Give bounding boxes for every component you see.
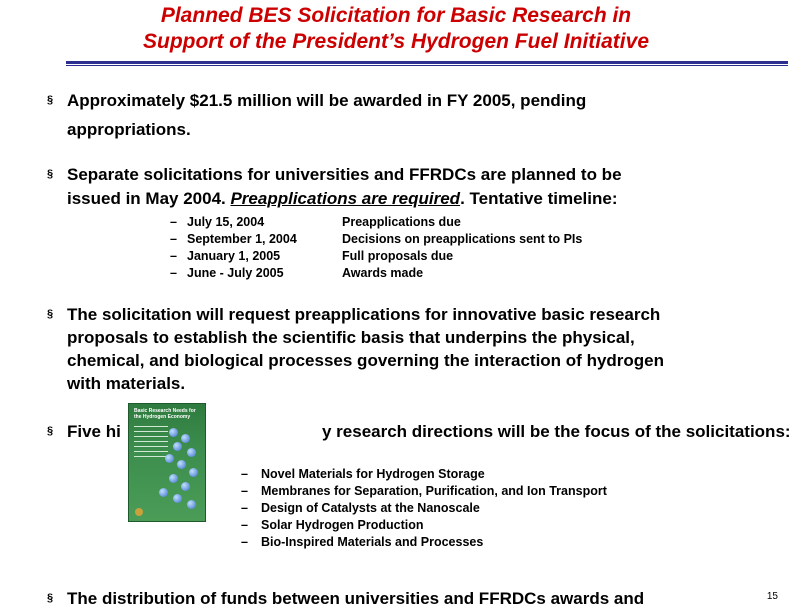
direction-item: – Bio-Inspired Materials and Processes [241,535,484,549]
direction-item: – Solar Hydrogen Production [241,518,424,532]
title-line-2: Support of the President’s Hydrogen Fuel Initiative [142,30,649,53]
direction-item: – Novel Materials for Hydrogen Storage [241,467,485,481]
timeline-date: June - July 2005 [187,266,284,280]
report-cover-title: Basic Research Needs for the Hydrogen Economy [134,408,196,420]
bullet-mark-icon: § [47,425,54,437]
molecule-icon [173,494,182,503]
title-line-1: Planned BES Solicitation for Basic Research in [160,4,632,27]
molecule-icon [187,448,196,457]
timeline-event: Decisions on preapplications sent to PIs [342,232,583,246]
timeline-item: – January 1, 2005 Full proposals due [170,249,454,263]
title-rule-thick [66,61,788,64]
preapplications-required: Preapplications are required [230,189,461,208]
direction-item: – Design of Catalysts at the Nanoscale [241,501,480,515]
bullet-mark-icon: § [47,308,54,320]
timeline-item: – June - July 2005 Awards made [170,266,424,280]
timeline-item: – September 1, 2004 Decisions on preapplications sent to PIs [170,232,583,246]
timeline-event: Full proposals due [342,249,454,263]
molecule-icon [177,460,186,469]
timeline-date: September 1, 2004 [187,232,297,246]
doe-seal-icon [135,508,143,516]
bullet-mark-icon: § [47,94,54,106]
page-number: 15 [766,591,778,602]
molecule-icon [181,482,190,491]
title-rule-thin [66,65,788,66]
timeline-date: January 1, 2005 [187,249,281,263]
molecule-icon [169,428,178,437]
timeline-event: Preapplications due [342,215,461,229]
molecule-icon [187,500,196,509]
molecule-icon [169,474,178,483]
slide-title [0,3,792,55]
molecule-icon [159,488,168,497]
molecule-icon [189,468,198,477]
cover-text-lines [134,426,168,461]
molecule-icon [181,434,190,443]
molecule-icon [173,442,182,451]
report-cover-image [128,403,206,522]
molecule-icon [165,454,174,463]
bullet-mark-icon: § [47,168,54,180]
timeline-date: July 15, 2004 [187,215,265,229]
direction-item: – Membranes for Separation, Purification, and Ion Transport [241,484,607,498]
timeline-item: – July 15, 2004 Preapplications due [170,215,461,229]
bullet-mark-icon: § [47,592,54,604]
timeline-event: Awards made [342,266,424,280]
